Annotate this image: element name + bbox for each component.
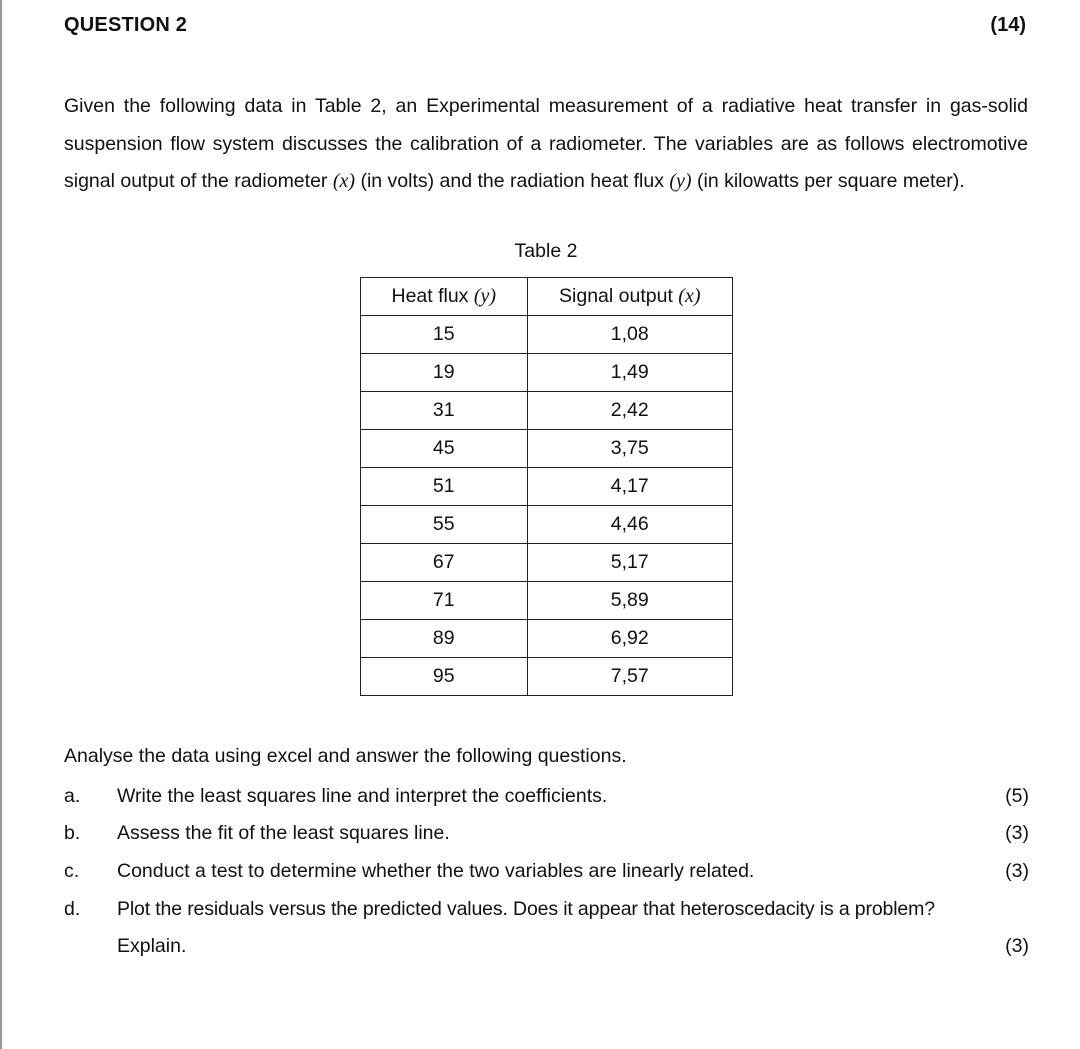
- question-heading: QUESTION 2: [64, 14, 188, 36]
- cell-signal-output: 3,75: [527, 430, 732, 468]
- page-left-border: [0, 0, 2, 1049]
- header-heat-flux-label: Heat flux: [391, 285, 474, 307]
- table-header-row: [361, 278, 733, 316]
- cell-signal-output: 4,17: [527, 468, 732, 506]
- table-row: [361, 658, 733, 696]
- intro-text-part3: (in kilowatts per square meter).: [691, 170, 965, 192]
- cell-heat-flux: 89: [361, 620, 528, 658]
- cell-signal-output: 5,89: [527, 582, 732, 620]
- cell-heat-flux: 19: [361, 354, 528, 392]
- cell-signal-output: 5,17: [527, 544, 732, 582]
- cell-signal-output: 7,57: [527, 658, 732, 696]
- question-intro-paragraph: [64, 88, 1028, 201]
- cell-heat-flux: 51: [361, 468, 528, 506]
- subquestion-letter: b.: [64, 822, 81, 844]
- cell-signal-output: 1,08: [527, 316, 732, 354]
- cell-signal-output: 4,46: [527, 506, 732, 544]
- cell-signal-output: 6,92: [527, 620, 732, 658]
- table-row: [361, 544, 733, 582]
- subquestion-letter: a.: [64, 785, 81, 807]
- header-heat-flux-variable: (y): [473, 285, 497, 307]
- table-caption: Table 2: [514, 240, 578, 262]
- table-row: [361, 430, 733, 468]
- cell-heat-flux: 55: [361, 506, 528, 544]
- intro-variable-y: (y): [669, 170, 692, 192]
- table-row: [361, 468, 733, 506]
- subquestion-marks: (3): [1005, 822, 1029, 844]
- table-row: [361, 582, 733, 620]
- cell-heat-flux: 67: [361, 544, 528, 582]
- subquestion-marks: (3): [1005, 860, 1029, 882]
- table-row: [361, 506, 733, 544]
- intro-text-part1: Given the following data in Table 2, an Experimental measurement of a radiative heat transfer in gas-solid suspension flow system discusses the calibration of a radiometer. The variables are as follows electromotive signal output of the radiometer: [64, 95, 1028, 192]
- header-signal-output-variable: (x): [678, 285, 701, 307]
- intro-text-part2: (in volts) and the radiation heat flux: [355, 170, 670, 192]
- header-signal-output: [527, 278, 732, 316]
- subquestion-text: Conduct a test to determine whether the two variables are linearly related.: [117, 860, 755, 882]
- subquestion-letter: c.: [64, 860, 80, 882]
- header-heat-flux: [361, 278, 528, 316]
- cell-heat-flux: 45: [361, 430, 528, 468]
- subquestion-text-continued: Explain.: [117, 935, 187, 957]
- cell-heat-flux: 31: [361, 392, 528, 430]
- cell-heat-flux: 95: [361, 658, 528, 696]
- cell-signal-output: 1,49: [527, 354, 732, 392]
- header-signal-output-label: Signal output: [559, 285, 679, 307]
- table-row: [361, 354, 733, 392]
- cell-signal-output: 2,42: [527, 392, 732, 430]
- subquestion-text: Plot the residuals versus the predicted values. Does it appear that heteroscedacity is a problem?: [117, 898, 935, 920]
- cell-heat-flux: 15: [361, 316, 528, 354]
- question-total-marks: (14): [990, 14, 1026, 36]
- table-row: [361, 620, 733, 658]
- table-row: [361, 316, 733, 354]
- table-row: [361, 392, 733, 430]
- subquestion-text: Assess the fit of the least squares line.: [117, 822, 450, 844]
- intro-variable-x: (x): [332, 170, 356, 192]
- cell-heat-flux: 71: [361, 582, 528, 620]
- instructions-text: Analyse the data using excel and answer the following questions.: [64, 745, 627, 767]
- subquestion-letter: d.: [64, 898, 81, 920]
- subquestion-text: Write the least squares line and interpret the coefficients.: [117, 785, 608, 807]
- data-table: [360, 277, 733, 696]
- subquestion-marks: (3): [1005, 935, 1029, 957]
- subquestion-marks: (5): [1005, 785, 1029, 807]
